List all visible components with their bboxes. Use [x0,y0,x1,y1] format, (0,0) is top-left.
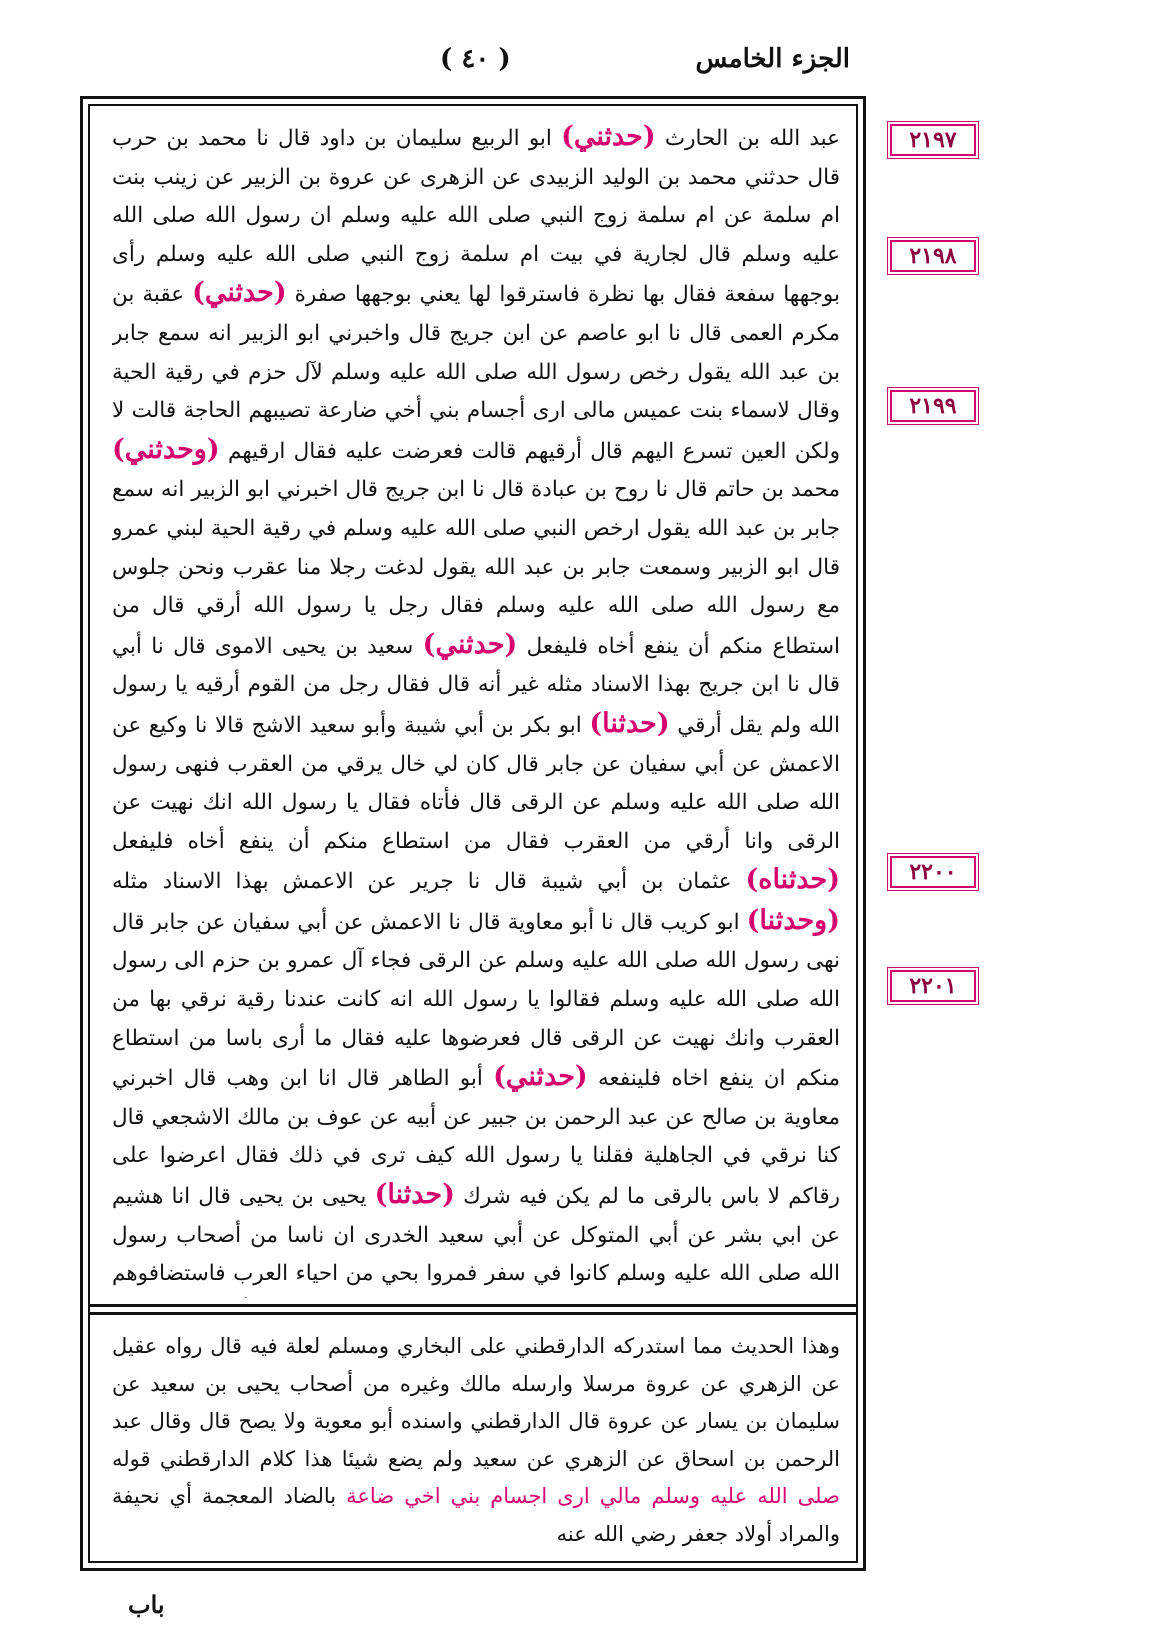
text-segment: عثمان بن أبي شيبة قال نا جرير عن الاعمش بهذا الاسناد مثله [112,869,732,895]
text-segment: سعيد بن يحيى الاموى قال نا أبي قال نا ابن جريج بهذا الاسناد مثله غير أنه قال فقال رجل من القوم أرقيه يا رسول الله ولم يقل أرقي [112,633,840,738]
text-segment: أبو الطاهر قال انا ابن وهب قال اخبرني معاوية بن صالح عن عبد الرحمن بن جبير عن أبيه عن عوف بن مالك الاشجعي قال كنا نرقي في الجاهلية فقلنا يا رسول الله كيف ترى في ذلك فقال اعرضوا على رقاكم لا باس بالرقى ما لم يكن فيه شرك [112,1066,840,1210]
text-segment: عقبة بن مكرم العمى قال نا ابو عاصم عن ابن جريج قال واخبرني ابو الزبير انه سمع جابر بن عبد الله يقول رخص رسول الله صلى الله عليه وسلم لآل حزم في رقية الحية وقال لاسماء بنت عميس مالى ارى أجسام بني أخي ضارعة تصيبهم الحاجة قالت لا ولكن العين تسرع اليهم قال أرقيهم قالت فعرضت عليه فقال ارقيهم [112,282,840,464]
note-text: بالضاد المعجمة أي نحيفة والمراد أولاد جعفر رضي الله عنه [112,1484,840,1546]
running-head [120,40,850,88]
hadith-number-badge: ٢١٩٨ [890,240,976,272]
text-segment: ابو الربيع سليمان بن داود قال نا محمد بن حرب قال حدثني محمد بن الوليد الزبيدى عن الزهرى عن عروة بن الزبير عن زينب بنت ام سلمة عن ام سلمة زوج النبي صلى الله عليه وسلم ان رسول الله صلى الله عليه وسلم قال لجارية في بيت ام سلمة زوج النبي صلى الله عليه وسلم رأى بوجهها سفعة فقال بها نظرة فاسترقوا لها يعني بوجهها صفرة [112,126,840,308]
note-highlight: صلى الله عليه وسلم مالي ارى اجسام بني اخي ضاعة [346,1484,840,1508]
commentary-notes [112,1328,840,1560]
narration-keyword: (وحدثني) [112,433,220,465]
narration-keyword: (حدثنا) [374,1179,455,1211]
text-segment: محمد بن حاتم قال نا روح بن عبادة قال نا ابن جريج قال اخبرني ابو الزبير انه سمع جابر بن عبد الله يقول ارخص النبي صلى الله عليه وسلم في رقية الحية لبني عمرو قال ابو الزبير وسمعت جابر بن عبد الله يقول لدغت رجلا منا عقرب ونحن جلوس مع رسول الله صلى الله عليه وسلم فقال رجل يا رسول الله أرقي قال من استطاع منكم أن ينفع أخاه فليفعل [112,477,840,659]
hadith-number-badge: ٢١٩٧ [890,124,976,156]
catchword: باب [128,1590,165,1619]
hadith-number-badge: ٢٢٠٠ [890,856,976,888]
part-title: الجزء الخامس [695,44,850,74]
narration-keyword: (حدثناه) [745,864,840,896]
section-divider [88,1304,858,1307]
section-divider [88,1312,858,1315]
narration-keyword: (حدثني) [493,1061,588,1093]
narration-keyword: (حدثني) [192,277,287,309]
narration-keyword: (حدثنا) [589,707,670,739]
text-segment: ابو كريب قال نا أبو معاوية قال نا الاعمش عن أبي سفيان عن جابر قال نهى رسول الله صلى الله عليه وسلم عن الرقى فجاء آل عمرو بن حزم الى رسول الله صلى الله عليه وسلم فقالوا يا رسول الله انه كانت عندنا رقية نرقي بها من العقرب وانك نهيت عن الرقى قال فعرضوها عليه فقال ما أرى باسا من استطاع منكم ان ينفع اخاه فلينفعه [112,909,840,1092]
hadith-number-badge: ٢١٩٩ [890,390,976,422]
text-segment: ابو بكر بن أبي شيبة وأبو سعيد الاشج قالا نا وكيع عن الاعمش عن أبي سفيان عن جابر قال كان لي خال يرقي من العقرب فنهى رسول الله صلى الله عليه وسلم عن الرقى قال فأتاه فقال يا رسول الله انك نهيت عن الرقى وانا أرقي من العقرب فقال من استطاع منكم أن ينفع أخاه فليفعل [112,712,840,854]
narration-keyword: (حدثني) [561,121,656,152]
main-paragraph [112,118,840,1298]
text-segment: عبد الله بن الحارث [664,126,840,151]
narration-keyword: (حدثني) [422,628,518,660]
hadith-number-badge: ٢٢٠١ [890,970,976,1002]
narration-keyword: (وحدثنا) [746,904,840,936]
main-text [112,118,840,1298]
note-text: وهذا الحديث مما استدركه الدارقطني على البخاري ومسلم لعلة فيه قال رواه عقيل عن الزهري عن عروة مرسلا وارسله مالك وغيره من أصحاب يحيى بن سعيد عن سليمان بن يسار عن عروة قال الدارقطني واسنده أبو معوية ولا يصح قال وقال عبد الرحمن بن اسحاق عن الزهري عن سعيد ولم يضع شيئا هذا كلام الدارقطني قوله [112,1334,840,1471]
page-number: ( ٤٠ ) [440,44,511,74]
text-segment: يحيى بن يحيى قال انا هشيم عن ابي بشر عن أبي المتوكل عن أبي سعيد الخدرى ان ناسا من أصحاب رسول الله صلى الله عليه وسلم كانوا في سفر فمروا بحي من احياء العرب فاستضافوهم [112,1184,840,1287]
